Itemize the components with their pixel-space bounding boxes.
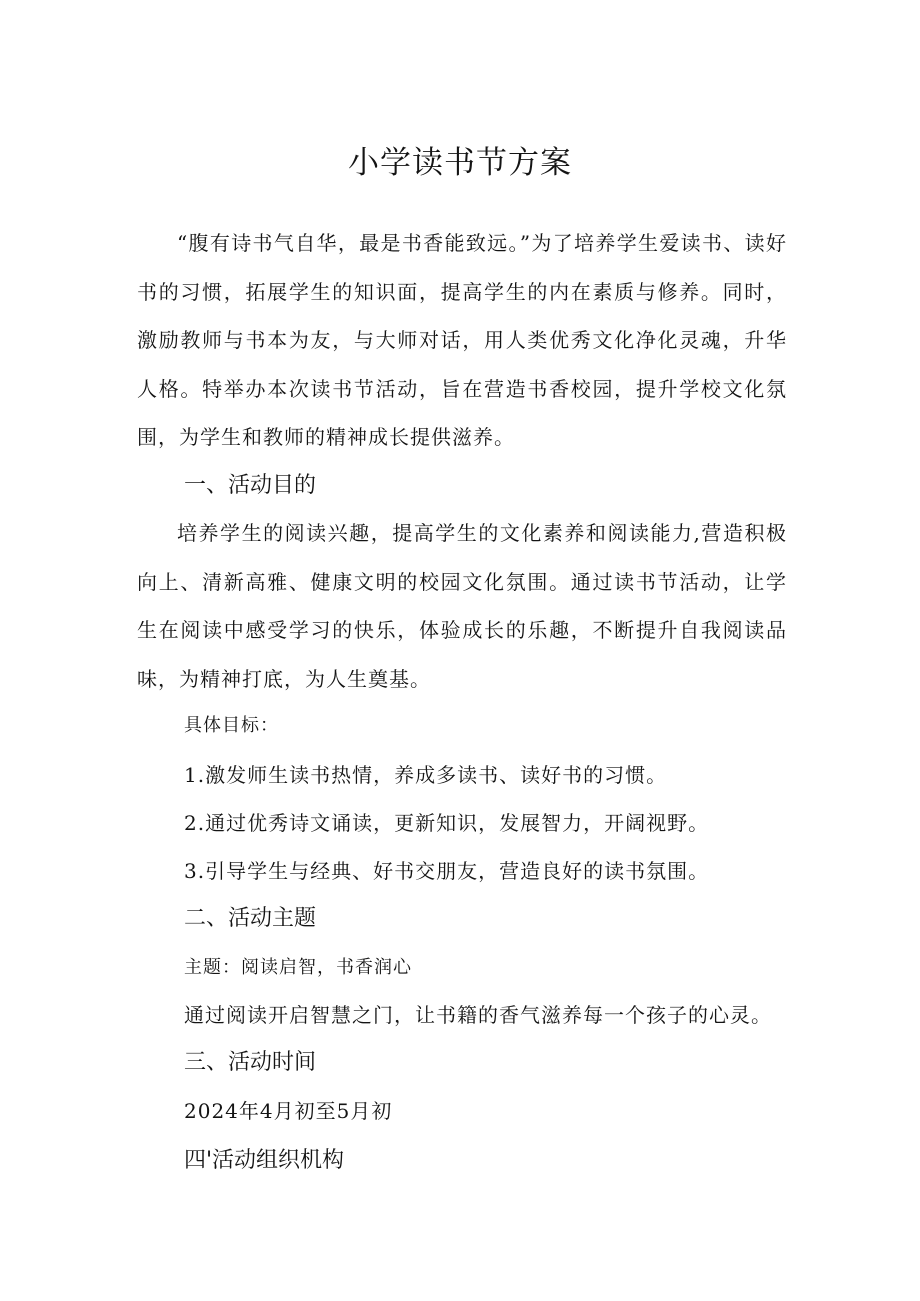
goals-label: 具体目标：: [184, 715, 279, 736]
goal-item-3: 3.引导学生与经典、好书交朋友，营造良好的读书氛围。: [184, 859, 710, 883]
theme-description: 通过阅读开启智慧之门，让书籍的香气滋养每一个孩子的心灵。: [184, 1003, 772, 1027]
section-heading-organization: 四'活动组织机构: [184, 1148, 345, 1173]
goal-item-2: 2.通过优秀诗文诵读，更新知识，发展智力，开阔视野。: [184, 811, 710, 835]
theme-line: 主题：阅读启智，书香润心: [184, 957, 412, 978]
section-heading-time: 三、活动时间: [184, 1050, 317, 1075]
document-title: 小学读书节方案: [348, 145, 572, 181]
section-heading-theme: 二、活动主题: [184, 906, 317, 931]
activity-time: 2024年4月初至5月初: [184, 1099, 393, 1123]
intro-paragraph: “腹有诗书气自华，最是书香能致远。”为了培养学生爱读书、读好书的习惯，拓展学生的知识面，提高学生的内在素质与修养。同时，激励教师与书本为友，与大师对话，用人类优秀文化净化灵魂，升华人格。特举办本次读书节活动，旨在营造书香校园，提升学校文化氛围，为学生和教师的精神成长提供滋养。: [137, 231, 787, 449]
goal-item-1: 1.激发师生读书热情，养成多读书、读好书的习惯。: [184, 763, 668, 787]
section-heading-purpose: 一、活动目的: [184, 473, 317, 498]
purpose-paragraph: 培养学生的阅读兴趣，提高学生的文化素养和阅读能力,营造积极向上、清新高雅、健康文明的校园文化氛围。通过读书节活动，让学生在阅读中感受学习的快乐，体验成长的乐趣，不断提升自我阅读品味，为精神打底，为人生奠基。: [137, 521, 787, 691]
